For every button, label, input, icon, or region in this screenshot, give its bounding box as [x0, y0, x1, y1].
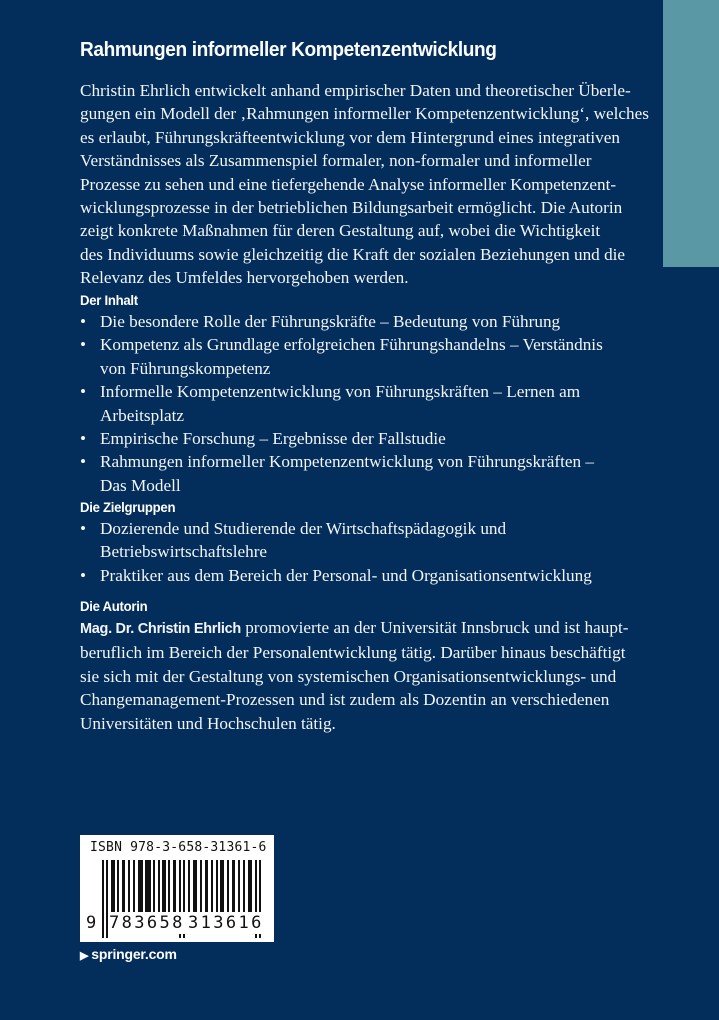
target-groups-heading: Die Zielgruppen: [80, 499, 176, 515]
author-bio: [80, 616, 628, 735]
list-item-text: Arbeitsplatz: [100, 405, 184, 425]
blurb-line: Prozesse zu sehen und eine tiefergehende Analyse informeller Kompetenzent-: [80, 174, 617, 194]
list-item: [80, 427, 603, 450]
springer-link-text: springer.com: [91, 946, 177, 962]
list-item: [80, 564, 592, 587]
bullet-icon: •: [80, 429, 87, 449]
play-arrow-icon: ▶: [80, 950, 89, 962]
blurb-line: Relevanz des Umfeldes hervorgehoben werden.: [80, 268, 409, 288]
list-item: [80, 333, 603, 380]
book-title: Rahmungen informeller Kompetenzentwicklung: [80, 38, 497, 61]
author-heading: Die Autorin: [80, 598, 148, 614]
list-item: [80, 450, 603, 497]
blurb-line: des Individuums sowie gleichzeitig die Kraft der sozialen Beziehungen und die: [80, 244, 626, 264]
target-groups-section: [80, 499, 592, 587]
barcode-digit-first: 9: [86, 913, 99, 933]
list-item: [80, 380, 603, 427]
target-groups-list: [80, 517, 592, 587]
barcode-digits-right: 313616: [188, 913, 264, 933]
bullet-icon: •: [80, 312, 87, 331]
bullet-icon: •: [80, 519, 87, 538]
blurb-line: Verständnisses als Zusammenspiel formaler, non-formaler und informeller: [80, 151, 592, 171]
isbn-label: ISBN 978-3-658-31361-6: [90, 840, 267, 855]
list-item-text: Empirische Forschung – Ergebnisse der Fallstudie: [100, 429, 446, 449]
author-bio-line: beruflich im Bereich der Personalentwicklung tätig. Darüber hinaus beschäftigt: [80, 643, 626, 663]
springer-link[interactable]: [80, 946, 177, 962]
author-bio-line: [80, 616, 628, 641]
list-item-text: Praktiker aus dem Bereich der Personal- und Organisationsentwicklung: [100, 565, 592, 585]
list-item-text: Kompetenz als Grundlage erfolgreichen Führungshandelns – Verständnis: [100, 335, 603, 355]
author-section: [80, 598, 628, 735]
bullet-icon: •: [80, 565, 87, 585]
author-name: Mag. Dr. Christin Ehrlich: [80, 621, 241, 637]
blurb-line: zeigt konkrete Maßnahmen für deren Gestaltung auf, wobei die Wichtigkeit: [80, 221, 601, 241]
list-item-text: Die besondere Rolle der Führungskräfte – Bedeutung von Führung: [100, 312, 561, 331]
isbn-barcode: [80, 835, 274, 942]
blurb-line: gungen ein Modell der ‚Rahmungen informeller Kompetenzentwicklung‘, welches: [80, 104, 649, 124]
list-item-text: Informelle Kompetenzentwicklung von Führungskräften – Lernen am: [100, 382, 581, 402]
list-item: [80, 310, 603, 333]
list-item-text: Das Modell: [100, 475, 181, 495]
barcode-digits-left: 783658: [109, 913, 185, 933]
list-item: [80, 517, 592, 564]
contents-section: [80, 292, 603, 497]
author-bio-line: Changemanagement-Prozessen und ist zudem als Dozentin an verschiedenen: [80, 690, 610, 710]
author-bio-text: promovierte an der Universität Innsbruck und ist haupt-: [240, 618, 629, 637]
bullet-icon: •: [80, 382, 87, 402]
list-item-text: Dozierende und Studierende der Wirtschaftspädagogik und: [100, 519, 507, 538]
list-item-text: Betriebswirtschaftslehre: [100, 542, 268, 562]
accent-strip: [663, 0, 719, 267]
author-bio-line: sie sich mit der Gestaltung von systemischen Organisationsentwicklungs- und: [80, 666, 617, 686]
author-bio-line: Universitäten und Hochschulen tätig.: [80, 713, 336, 733]
bullet-icon: •: [80, 335, 87, 355]
blurb-line: Christin Ehrlich entwickelt anhand empirischer Daten und theoretischer Überle-: [80, 81, 631, 100]
contents-heading: Der Inhalt: [80, 292, 138, 308]
bullet-icon: •: [80, 452, 87, 472]
blurb-paragraph: [80, 79, 649, 290]
list-item-text: von Führungskompetenz: [100, 358, 271, 378]
contents-list: [80, 310, 603, 497]
list-item-text: Rahmungen informeller Kompetenzentwicklung von Führungskräften –: [100, 452, 595, 472]
blurb-line: es erlaubt, Führungskräfteentwicklung vor dem Hintergrund eines integrativen: [80, 127, 620, 147]
blurb-line: wicklungsprozesse in der betrieblichen Bildungsarbeit ermöglicht. Die Autorin: [80, 198, 623, 218]
